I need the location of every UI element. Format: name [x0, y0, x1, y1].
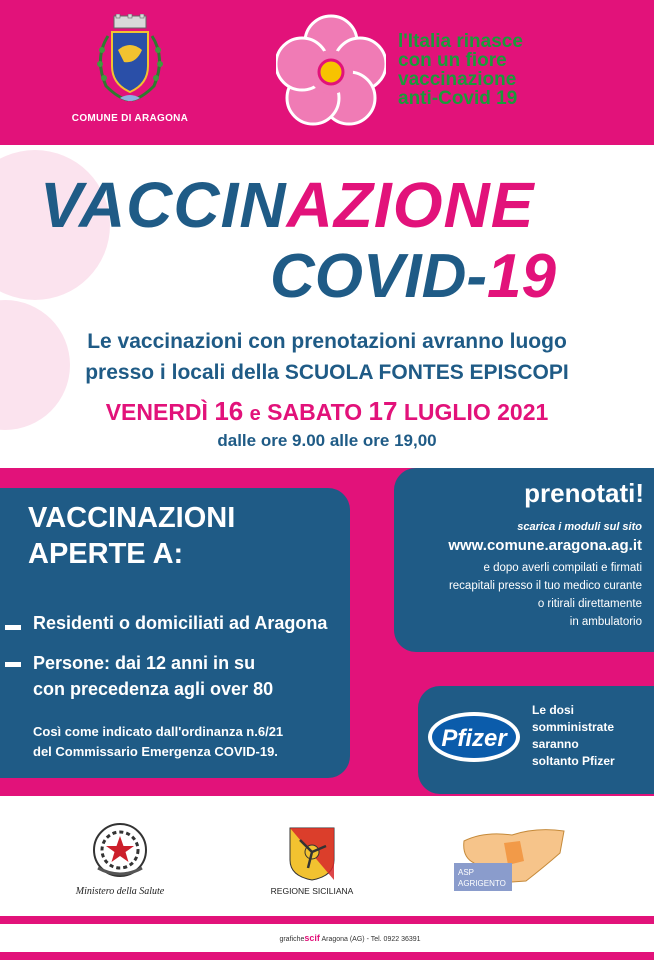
- booking-download-hint: scarica i moduli sul sito: [517, 521, 642, 533]
- intro-line-1: Le vaccinazioni con prenotazioni avranno luogo: [87, 330, 567, 353]
- eligibility-title-line-1: VACCINAZIONI: [28, 502, 236, 534]
- eligibility-item-residents: Residenti o domiciliati ad Aragona: [33, 613, 328, 633]
- printer-prefix: grafiche: [279, 936, 305, 943]
- booking-instr-line-1: e dopo averli compilati e firmati: [483, 562, 642, 574]
- bullet-dash-icon: [5, 662, 21, 667]
- day1-label: VENERDÌ: [105, 399, 208, 425]
- title-covid-blue: COVID-: [270, 242, 487, 311]
- italian-republic-emblem-icon: [92, 822, 148, 878]
- comune-name: COMUNE DI ARAGONA: [71, 113, 189, 124]
- main-title-line-1: [40, 168, 640, 242]
- event-hours: dalle ore 9.00 alle ore 19,00: [217, 431, 437, 450]
- month-year: LUGLIO 2021: [403, 399, 549, 425]
- slogan-line-1: l'Italia rinasce: [398, 31, 523, 52]
- slogan-line-4: anti-Covid 19: [398, 88, 518, 109]
- dates-conjunction: e: [249, 403, 261, 425]
- asp-agrigento-logo-icon: [454, 823, 572, 891]
- pfizer-note-line-4: soltanto Pfizer: [532, 754, 615, 768]
- ordinance-note-line-2: del Commissario Emergenza COVID-19.: [33, 744, 278, 759]
- main-title-line-2: [270, 242, 630, 312]
- comune-crest-icon: [88, 14, 172, 106]
- eligibility-age-line-1: Persone: dai 12 anni in su: [33, 653, 256, 673]
- slogan-line-3: vaccinazione: [398, 69, 517, 90]
- regione-label: REGIONE SICILIANA: [270, 886, 354, 896]
- booking-instructions: [394, 559, 642, 631]
- pfizer-logo-icon: [426, 710, 522, 764]
- day2-number: 17: [368, 396, 398, 426]
- title-covid-number: 19: [487, 242, 556, 311]
- pfizer-logo-text: Pfizer: [441, 725, 507, 752]
- printer-brand: scif: [304, 933, 320, 943]
- printer-details: Aragona (AG) - Tel. 0922 36391: [321, 936, 421, 943]
- regione-siciliana-emblem-icon: [288, 826, 336, 882]
- booking-title: prenotati!: [524, 478, 644, 508]
- day1-number: 16: [214, 396, 244, 426]
- day2-label: SABATO: [267, 399, 363, 425]
- bullet-dash-icon: [5, 625, 21, 630]
- title-part-pink: AZIONE: [286, 169, 535, 241]
- asp-label-line-1: ASP: [458, 868, 475, 877]
- intro-line-2: presso i locali della SCUOLA FONTES EPISCOPI: [85, 361, 569, 384]
- ordinance-note: [33, 722, 353, 762]
- slogan-line-2: con un fiore: [398, 50, 507, 71]
- booking-instr-line-3: o ritirali direttamente: [537, 598, 642, 610]
- event-dates: [20, 394, 634, 431]
- title-part-blue: VACCIN: [40, 169, 287, 241]
- printer-credit: [250, 933, 450, 943]
- intro-text: [20, 326, 634, 388]
- booking-instr-line-4: in ambulatorio: [569, 616, 642, 628]
- flower-campaign-icon: [276, 14, 386, 128]
- pfizer-note: [532, 702, 652, 770]
- pfizer-note-line-2: somministrate: [532, 720, 615, 734]
- eligibility-title-line-2: APERTE A:: [28, 538, 184, 570]
- pfizer-note-line-1: Le dosi: [532, 703, 575, 717]
- eligibility-age-line-2: con precedenza agli over 80: [33, 679, 274, 699]
- ministero-label: Ministero della Salute: [75, 886, 165, 897]
- asp-label-line-2: AGRIGENTO: [458, 879, 506, 888]
- campaign-slogan: [398, 32, 648, 108]
- booking-website-link[interactable]: www.comune.aragona.ag.it: [448, 537, 642, 554]
- eligibility-title: [28, 500, 338, 572]
- eligibility-item-age: [33, 650, 353, 702]
- pfizer-note-line-3: saranno: [532, 737, 579, 751]
- ordinance-note-line-1: Così come indicato dall'ordinanza n.6/21: [33, 724, 284, 739]
- booking-instr-line-2: recapitali presso il tuo medico curante: [448, 580, 642, 592]
